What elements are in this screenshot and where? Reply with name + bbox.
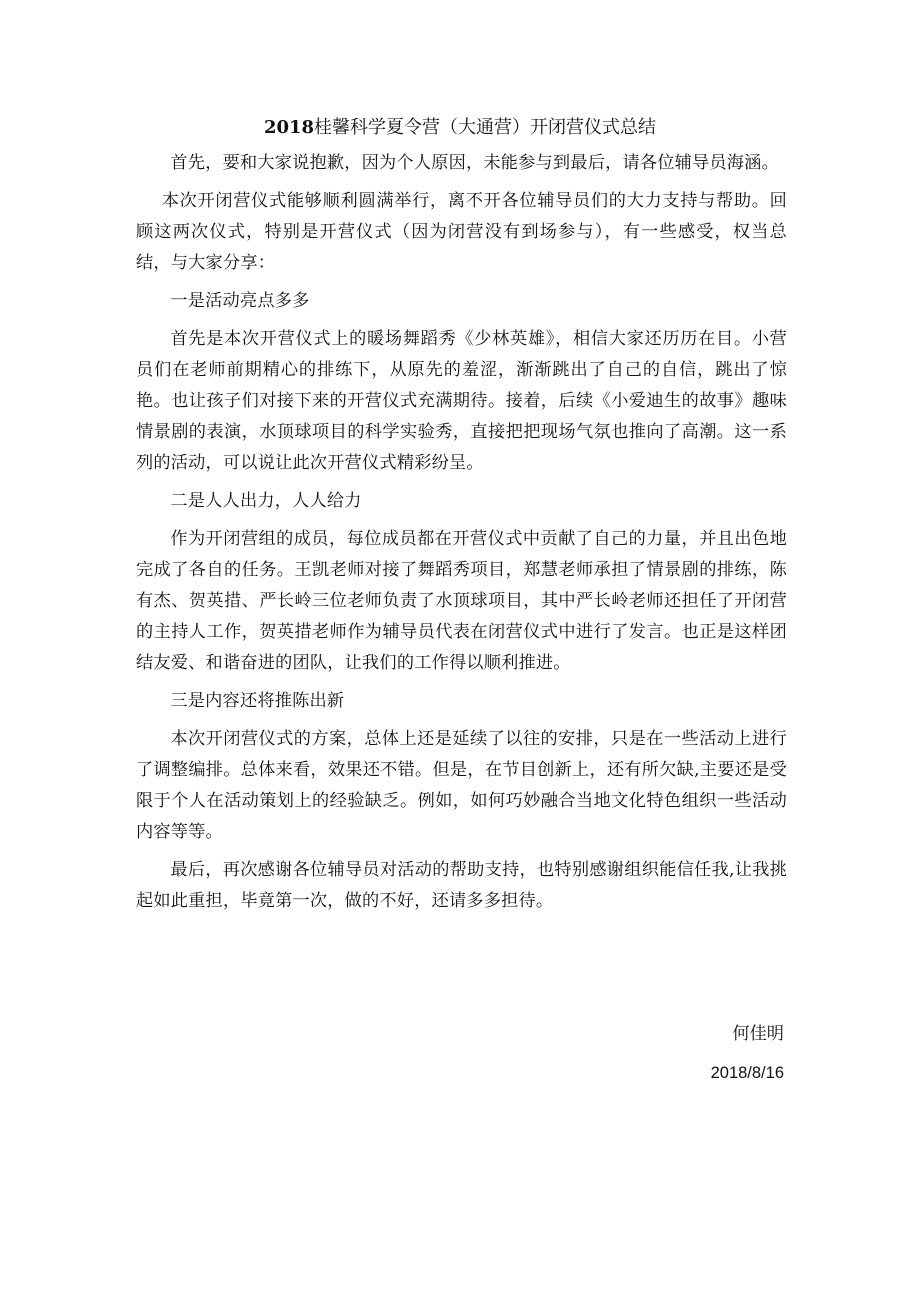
- section-heading-innovation: 三是内容还将推陈出新: [170, 691, 345, 711]
- paragraph-innovation: 本次开闭营仪式的方案，总体上还是延续了以往的安排，只是在一些活动上进行了调整编排。总体来看，效果还不错。但是，在节目创新上，还有所欠缺,主要还是受限于个人在活动策划上的经验缺乏。例如，如何巧妙融合当地文化特色组织一些活动内容等等。: [136, 729, 787, 842]
- signature-date: 2018/8/16: [710, 1064, 784, 1082]
- paragraph-apology: 首先，要和大家说抱歉，因为个人原因，未能参与到最后，请各位辅导员海涵。: [170, 153, 779, 173]
- paragraph-teamwork: 作为开闭营组的成员，每位成员都在开营仪式中贡献了自己的力量，并且出色地完成了各自的任务。王凯老师对接了舞蹈秀项目，郑慧老师承担了情景剧的排练，陈有杰、贺英措、严长岭三位老师负责了水顶球项目，其中严长岭老师还担任了开闭营的主持人工作，贺英措老师作为辅导员代表在闭营仪式中进行了发言。也正是这样团结友爱、和谐奋进的团队，让我们的工作得以顺利推进。: [136, 529, 787, 673]
- paragraph-closing: 最后，再次感谢各位辅导员对活动的帮助支持，也特别感谢组织能信任我,让我挑起如此重担，毕竟第一次，做的不好，还请多多担待。: [136, 860, 787, 911]
- title-text: 桂馨科学夏令营（大通营）开闭营仪式总结: [314, 117, 657, 138]
- signature-name: 何佳明: [732, 1024, 784, 1044]
- paragraph-intro: 本次开闭营仪式能够顺利圆满举行，离不开各位辅导员们的大力支持与帮助。回顾这两次仪式，特别是开营仪式（因为闭营没有到场参与），有一些感受，权当总结，与大家分享：: [136, 191, 787, 273]
- paragraph-highlights: 首先是本次开营仪式上的暖场舞蹈秀《少林英雄》，相信大家还历历在目。小营员们在老师前期精心的排练下，从原先的羞涩，渐渐跳出了自己的自信，跳出了惊艳。也让孩子们对接下来的开营仪式充满期待。接着，后续《小爱迪生的故事》趣味情景剧的表演，水顶球项目的科学实验秀，直接把把现场气氛也推向了高潮。这一系列的活动，可以说让此次开营仪式精彩纷呈。: [136, 329, 787, 473]
- section-heading-teamwork: 二是人人出力，人人给力: [170, 491, 362, 511]
- document-title: [0, 116, 920, 140]
- section-heading-highlights: 一是活动亮点多多: [170, 291, 310, 311]
- title-year: 2018: [263, 117, 315, 138]
- document-body: [136, 148, 787, 924]
